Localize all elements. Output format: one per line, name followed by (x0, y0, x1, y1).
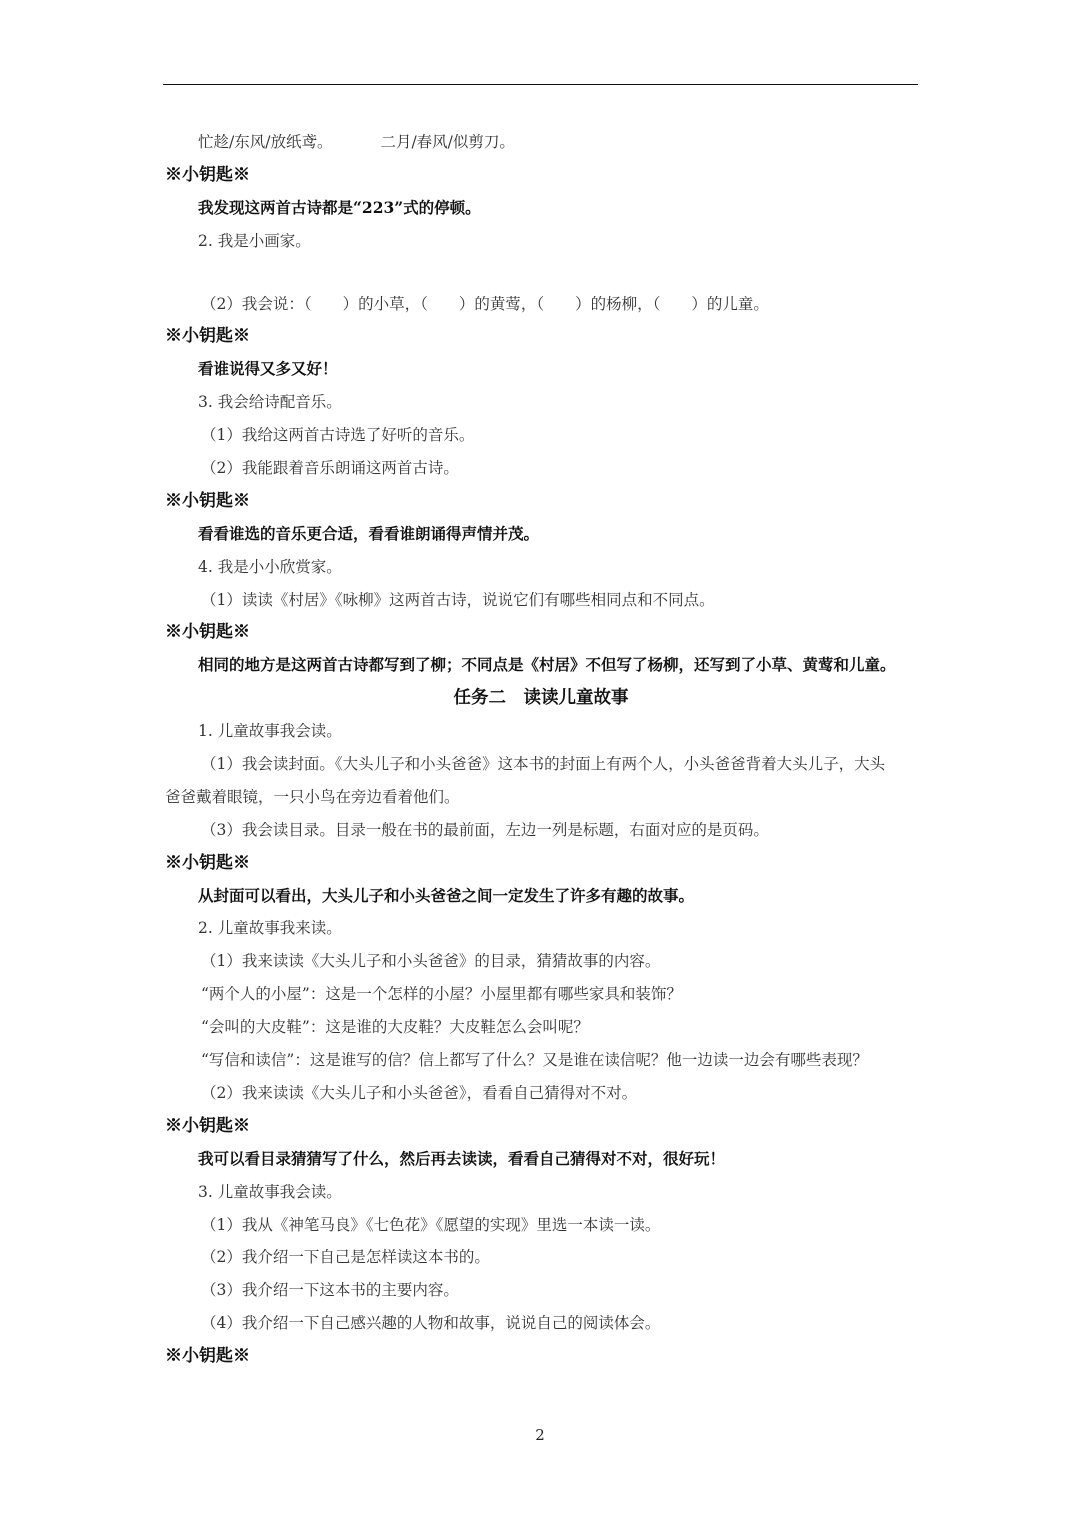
key-heading: ※小钥匙※ (165, 852, 250, 873)
exercise-item: （3）我介绍一下这本书的主要内容。 (201, 1281, 459, 1300)
key-heading: ※小钥匙※ (165, 622, 250, 643)
exercise-item: “写信和读信”：这是谁写的信？信上都写了什么？又是谁在读信呢？他一边读一边会有哪些表现？ (201, 1051, 868, 1070)
answer-text: 看看谁选的音乐更合适，看看谁朗诵得声情并茂。 (198, 523, 540, 543)
key-heading: ※小钥匙※ (165, 1346, 250, 1367)
exercise-item: （2）我会说：（ ）的小草，（ ）的黄莺，（ ）的杨柳，（ ）的儿童。 (201, 294, 769, 313)
key-heading: ※小钥匙※ (165, 326, 250, 347)
poem-part-2: 二月/春风/似剪刀。 (380, 133, 515, 151)
poem-part-1: 忙趁/东风/放纸鸢。 (198, 133, 333, 151)
key-heading: ※小钥匙※ (165, 164, 250, 185)
page-body (165, 126, 925, 1373)
exercise-item: （2）我介绍一下自己是怎样读这本书的。 (201, 1248, 490, 1267)
exercise-item: （1）读读《村居》《咏柳》这两首古诗，说说它们有哪些相同点和不同点。 (201, 590, 715, 609)
exercise-item: “会叫的大皮鞋”：这是谁的大皮鞋？大皮鞋怎么会叫呢？ (201, 1018, 589, 1037)
key-heading: ※小钥匙※ (165, 490, 250, 511)
answer-text: 从封面可以看出，大头儿子和小头爸爸之间一定发生了许多有趣的故事。 (198, 885, 695, 905)
exercise-item-continued: 爸爸戴着眼镜，一只小鸟在旁边看着他们。 (165, 787, 460, 806)
poem-line (165, 126, 925, 159)
exercise-item: “两个人的小屋”：这是一个怎样的小屋？小屋里都有哪些家具和装饰？ (201, 985, 682, 1004)
answer-text: 我可以看目录猜猜写了什么，然后再去读读，看看自己猜得对不对，很好玩！ (198, 1148, 726, 1168)
header-rule (163, 84, 918, 85)
exercise-title: 1. 儿童故事我会读。 (198, 722, 342, 741)
exercise-title: 2. 儿童故事我来读。 (198, 919, 342, 938)
exercise-item: （3）我会读目录。目录一般在书的最前面，左边一列是标题，右面对应的是页码。 (201, 820, 769, 839)
exercise-item: （1）我从《神笔马良》《七色花》《愿望的实现》里选一本读一读。 (201, 1215, 661, 1234)
answer-text: 相同的地方是这两首古诗都写到了柳；不同点是《村居》不但写了杨柳，还写到了小草、黄莺和儿童。 (198, 655, 896, 675)
exercise-title: 4. 我是小小欣赏家。 (198, 557, 342, 576)
key-heading: ※小钥匙※ (165, 1115, 250, 1136)
exercise-item: （1）我给这两首古诗选了好听的音乐。 (201, 426, 475, 445)
exercise-item: （1）我会读封面。《大头儿子和小头爸爸》这本书的封面上有两个人，小头爸爸背着大头儿子，大头 (201, 755, 886, 774)
answer-text: 我发现这两首古诗都是“223”式的停顿。 (198, 197, 481, 217)
exercise-title: 2. 我是小画家。 (198, 231, 311, 250)
page-number: 2 (535, 1426, 545, 1444)
exercise-title: 3. 我会给诗配音乐。 (198, 393, 342, 412)
section-heading: 任务二 读读儿童故事 (453, 688, 629, 709)
exercise-item: （2）我来读读《大头儿子和小头爸爸》，看看自己猜得对不对。 (201, 1083, 638, 1102)
exercise-item: （2）我能跟着音乐朗诵这两首古诗。 (201, 459, 459, 478)
exercise-item: （4）我介绍一下自己感兴趣的人物和故事，说说自己的阅读体会。 (201, 1314, 661, 1333)
exercise-item: （1）我来读读《大头儿子和小头爸爸》的目录，猜猜故事的内容。 (201, 952, 661, 971)
answer-text: 看谁说得又多又好！ (198, 359, 338, 379)
exercise-title: 3. 儿童故事我会读。 (198, 1182, 342, 1201)
blank-gap (165, 258, 925, 288)
